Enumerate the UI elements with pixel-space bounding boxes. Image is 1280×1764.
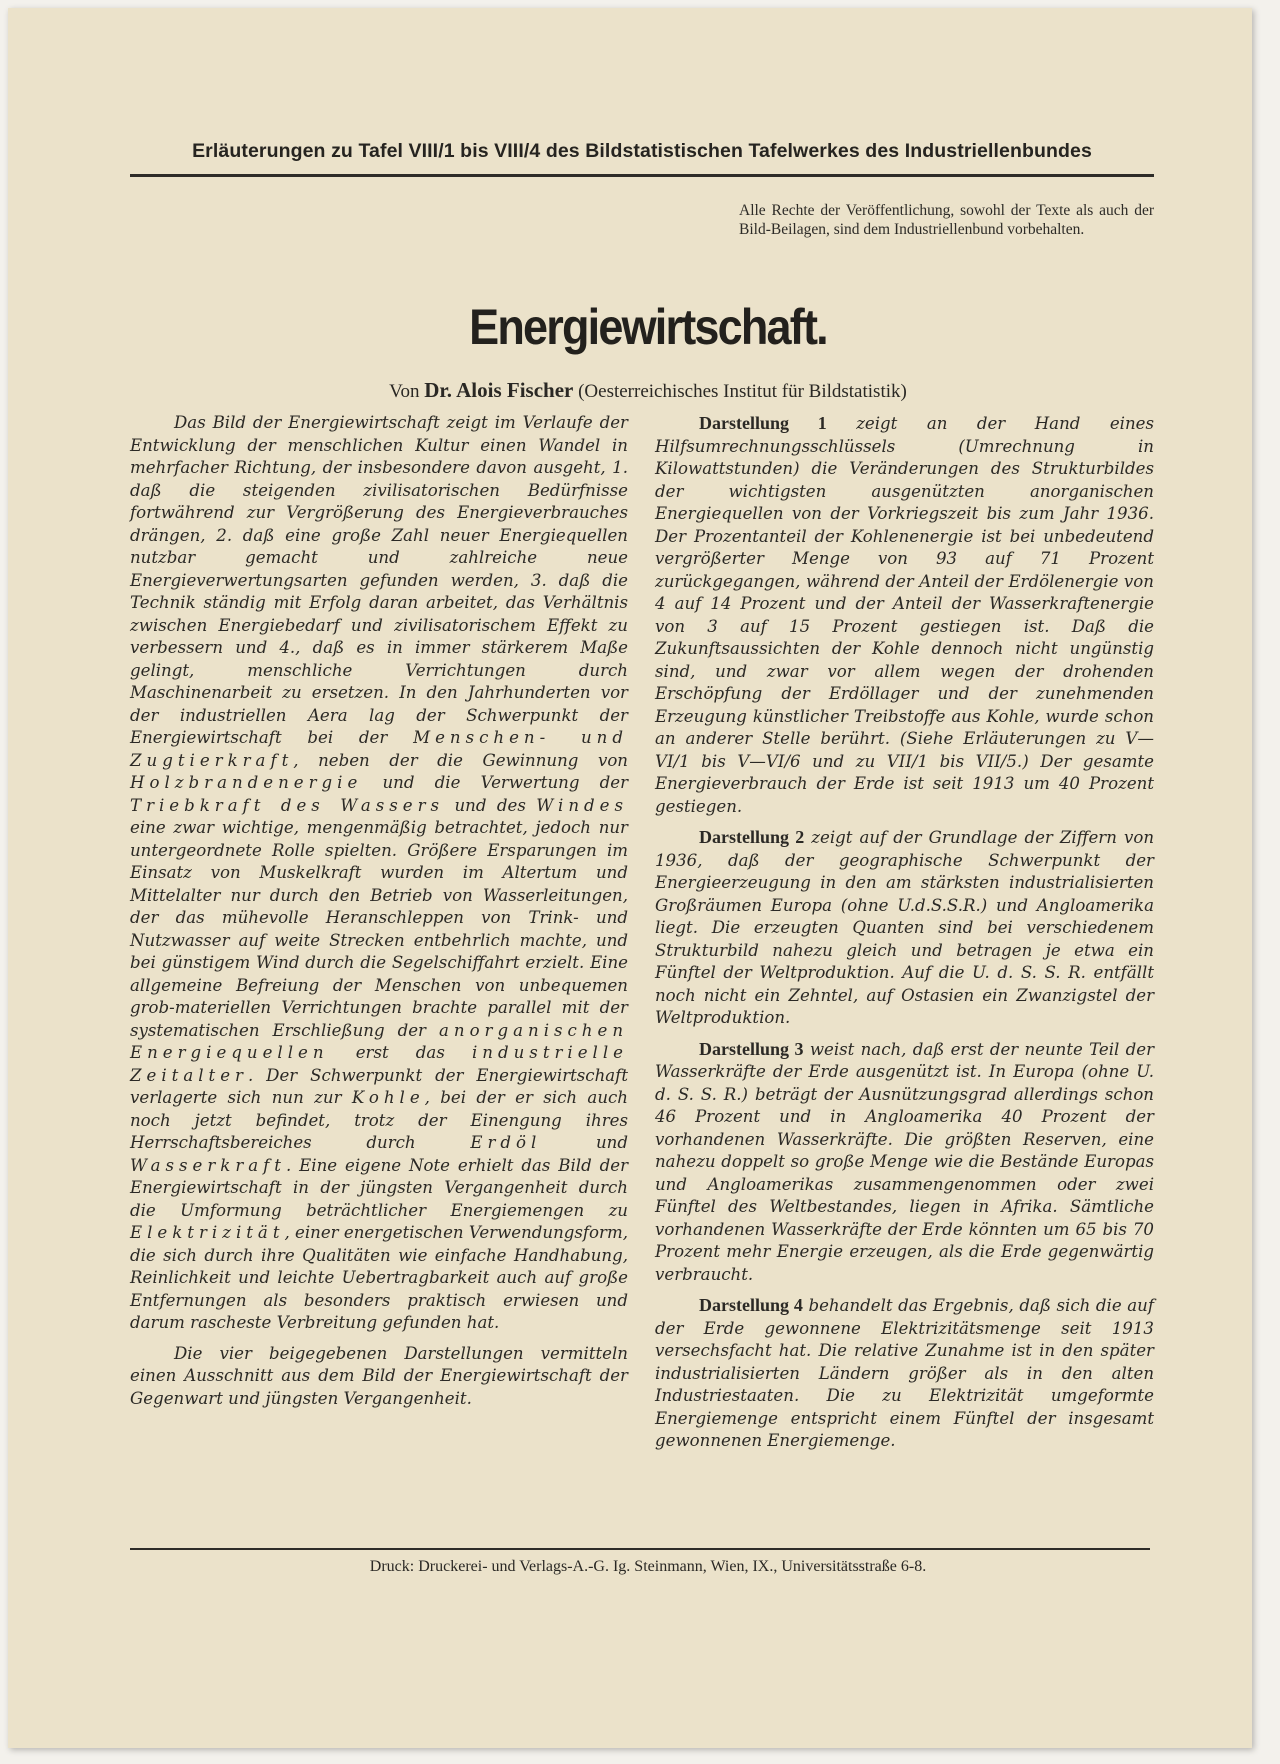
spaced-term: Wasserkraft (130, 1155, 286, 1175)
spaced-term: Menschen- und Zugtierkraft (130, 728, 628, 770)
darstellung-1-paragraph (655, 412, 1154, 818)
byline-affiliation: (Oesterreichisches Institut für Bildstatistik) (578, 381, 907, 402)
spaced-term: industrielle Zeitalter (130, 1043, 628, 1085)
byline (8, 378, 1280, 403)
footer-divider (130, 1548, 1150, 1550)
spaced-term: Windes (536, 795, 628, 815)
text-run: , neben der die Gewinnung von (293, 750, 628, 770)
darstellung-2-text: zeigt auf der Grundlage der Ziffern von 1936, daß der geographische Schwerpunkt der Energieerzeugung in den am stärksten industrialisierten Großräumen Europa (ohne U.d.S.S.R.) und Angloamerika liegt. Die erzeugten Quanten sind bei verschiedenem Strukturbild nahezu gleich und betragen je etwa ein Fünftel der Weltproduktion. Auf die U. d. S. S. R. entfällt noch nicht ein Zehntel, auf Ostasien ein Zwanzigstel der Weltproduktion. (655, 828, 1154, 1027)
intro-paragraph (130, 412, 628, 1335)
summary-paragraph: Die vier beigegebenen Darstellungen vermitteln einen Ausschnitt aus dem Bild der Energiewirtschaft der Gegenwart und jüngsten Vergangenheit. (130, 1343, 628, 1408)
document-sheet (8, 8, 1252, 1748)
text-run: und (596, 1133, 628, 1152)
rights-notice: Alle Rechte der Veröffentlichung, sowohl der Texte als auch der Bild-Beilagen, sind dem Industriellenbund vorbehalten. (739, 202, 1154, 238)
right-column (655, 412, 1154, 1453)
printer-imprint: Druck: Druckerei- und Verlags-A.-G. Ig. Steinmann, Wien, IX., Universitätsstraße 6-8. (369, 1558, 927, 1575)
darstellung-3-heading: Darstellung 3 (699, 1038, 804, 1059)
text-run: , einer energetischen Verwendungsform, die sich durch ihre Qualitäten wie einfache Handhabung, Reinlichkeit und leichte Uebertragbarkeit auch auf große Entfernungen als besonders praktisch erwiesen und darum rascheste Verbreitung gefunden hat. (130, 1223, 628, 1332)
text-run: und des (454, 795, 526, 815)
text-run: . Eine eigene Note erhielt das Bild der Energiewirtschaft in der jüngsten Vergangenheit durch die Umformung beträchtlicher Energiemengen zu (130, 1155, 628, 1220)
text-run: und die Verwertung der (382, 773, 629, 792)
darstellung-4-heading: Darstellung 4 (699, 1295, 803, 1315)
spaced-term: Elektrizität (130, 1223, 285, 1242)
spaced-term: Triebkraft des Wassers (130, 795, 445, 815)
header-divider (130, 174, 1154, 177)
darstellung-3-text: weist nach, daß erst der neunte Teil der Wasserkräfte der Erde ausgenützt ist. In Europa (ohne U. d. S. S. R.) beträgt der Ausnützungsgrad allerdings schon 46 Prozent und in Angloamerika 40 Prozent der vorhandenen Wasserkräfte. Die größten Reserven, eine nahezu doppelt so große Menge wie die Bestände Europas und Angloamerikas zusammengenommen oder zwei Fünftel des Weltbestandes, liegen in Afrika. Sämtliche vorhandenen Wasserkräfte der Erde könnten um 65 bis 70 Prozent mehr Energie erzeugen, als die Erde gegenwärtig verbraucht. (655, 1039, 1155, 1284)
series-header: Erläuterungen zu Tafel VIII/1 bis VIII/4 des Bildstatistischen Tafelwerkes des Industriellenbundes (192, 140, 1092, 162)
darstellung-4-text: behandelt das Ergebnis, daß sich die auf der Erde gewonnene Elektrizitätsmenge seit 1913 versechsfacht hat. Die relative Zunahme ist in den später industrialisierten Ländern größer als in den alten Industriestaaten. Die zu Elektrizität umgeformte Energiemenge entspricht einem Fünftel der insgesamt gewonnenen Energiemenge. (655, 1296, 1155, 1450)
page-title: Energiewirtschaft. (469, 299, 827, 355)
spaced-term: anorganischen Energiequellen (130, 1020, 628, 1062)
darstellung-4-paragraph (655, 1294, 1154, 1453)
darstellung-3-paragraph (655, 1038, 1154, 1287)
byline-author: Dr. Alois Fischer (424, 378, 574, 402)
darstellung-2-paragraph (655, 826, 1154, 1030)
darstellung-2-heading: Darstellung 2 (699, 827, 805, 847)
byline-prefix: Von (389, 381, 420, 402)
left-column (130, 412, 628, 1410)
spaced-term: Erdöl (470, 1133, 542, 1152)
text-run: , bei der er sich auch noch jetzt befindet, trotz der Einengung ihres Herrschaftsbereiches durch (130, 1088, 628, 1152)
spaced-term: Kohle (351, 1088, 425, 1107)
text-run: . Der Schwerpunkt der Energiewirtschaft verlagerte sich nun zur (130, 1065, 628, 1107)
text-run: erst das (355, 1043, 445, 1062)
darstellung-1-text: zeigt an der Hand eines Hilfsumrechnungsschlüssels (Umrechnung in Kilowattstunden) die Veränderungen des Strukturbildes der wichtigsten ausgenützten anorganischen Energiequellen von der Vorkriegszeit bis zum Jahr 1936. Der Prozentanteil der Kohlenenergie ist bei unbedeutend vergrößerter Menge von 93 auf 71 Prozent zurückgegangen, während der Anteil der Erdölenergie von 4 auf 14 Prozent und der Anteil der Wasserkraftenergie von 3 auf 15 Prozent gestiegen ist. Daß die Zukunftsaussichten der Kohle dennoch nicht ungünstig sind, und zwar vor allem wegen der drohenden Erschöpfung der Erdöllager und der zunehmenden Erzeugung künstlicher Treibstoffe aus Kohle, wurde schon an anderer Stelle berührt. (Siehe Erläuterungen zu V—VI/1 bis V—VI/6 und zu VII/1 bis VII/5.) Der gesamte Energieverbrauch der Erde ist seit 1913 um 40 Prozent gestiegen. (655, 414, 1155, 816)
spaced-term: Holzbrandenergie (130, 773, 363, 792)
darstellung-1-heading: Darstellung 1 (699, 413, 827, 433)
text-run: eine zwar wichtige, mengenmäßig betrachtet, jedoch nur untergeordnete Rolle spielten. Größere Ersparungen im Einsatz von Muskelkraft wurden im Altertum und Mittelalter nur durch den Betrieb von Wasserleitungen, der das mühevolle Heranschleppen von Trink- und Nutzwasser auf weite Strecken entbehrlich machte, und bei günstigem Wind durch die Segelschiffahrt erzielt. Eine allgemeine Befreiung der Menschen von unbequemen grob-materiellen Verrichtungen brachte parallel mit der systematischen Erschließung der (130, 818, 628, 1040)
text-run: Das Bild der Energiewirtschaft zeigt im Verlaufe der Entwicklung der menschlichen Kultur einen Wandel in mehrfacher Richtung, der insbesondere davon ausgeht, 1. daß die steigenden zivilisatorischen Bedürfnisse fortwährend zur Vergrößerung des Energieverbrauches drängen, 2. daß eine große Zahl neuer Energiequellen nutzbar gemacht und zahlreiche neue Energieverwertungsarten gefunden werden, 3. daß die Technik ständig mit Erfolg daran arbeitet, das Verhältnis zwischen Energiebedarf und zivilisatorischem Effekt zu verbessern und 4., daß es in immer stärkerem Maße gelingt, menschliche Verrichtungen durch Maschinenarbeit zu ersetzen. In den Jahrhunderten vor der industriellen Aera lag der Schwerpunkt der Energiewirtschaft bei der (130, 413, 628, 747)
